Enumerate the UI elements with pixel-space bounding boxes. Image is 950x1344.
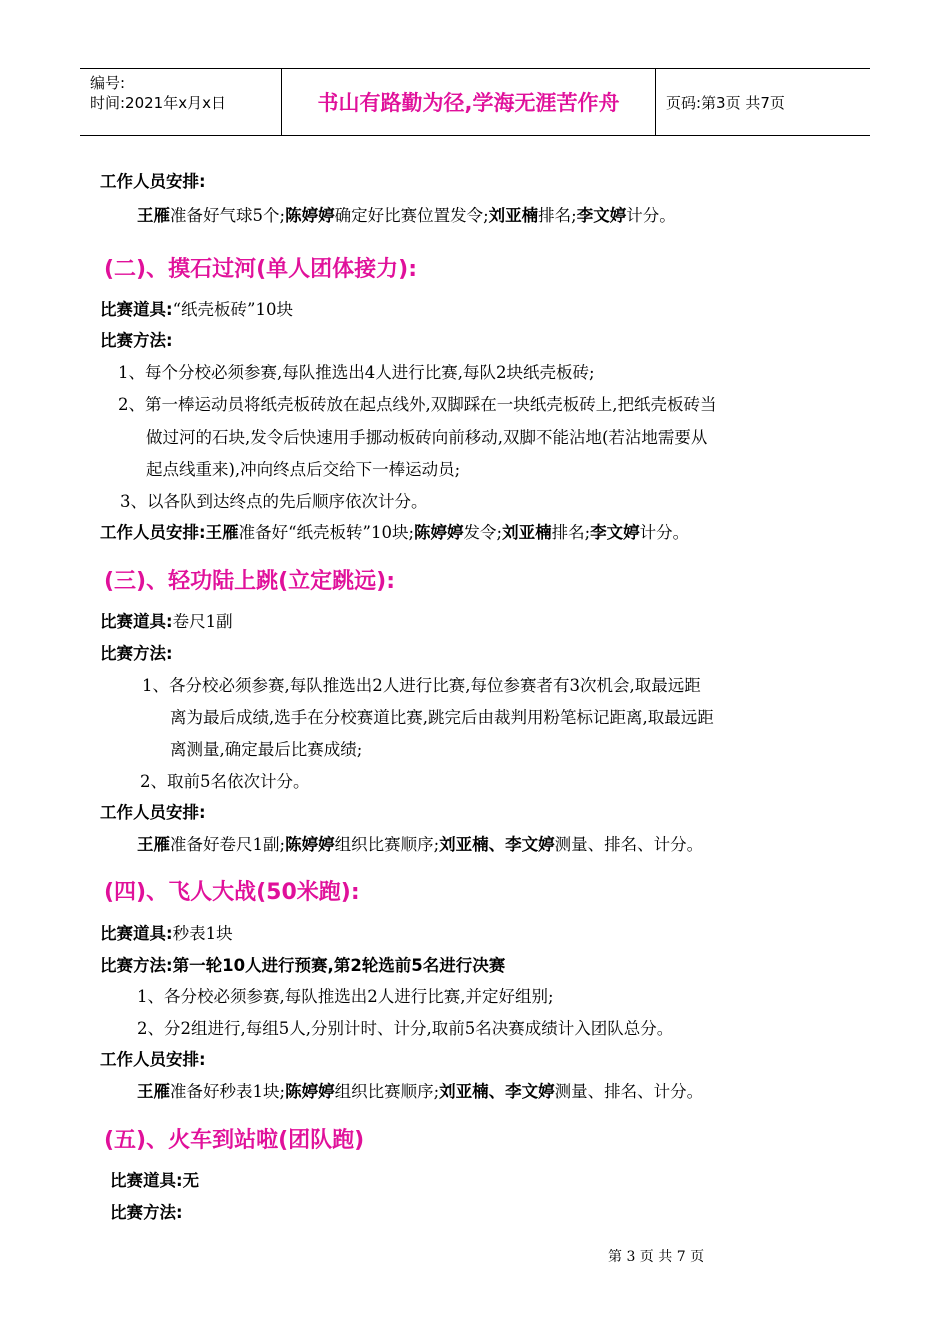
s3-method-label: 比赛方法: bbox=[100, 644, 173, 663]
props-value: “纸壳板砖”10块 bbox=[172, 300, 293, 319]
s4-staff-line bbox=[137, 1081, 703, 1103]
s1-staff-line bbox=[137, 205, 676, 227]
page-footer: 第 3 页 共 7 页 bbox=[608, 1249, 705, 1265]
s3-method-1a: 1、各分校必须参赛,每队推选出2人进行比赛,每位参赛者有3次机会,取最远距 bbox=[142, 676, 701, 695]
staff-task: 准备好“纸壳板转”10块; bbox=[238, 523, 415, 542]
s2-method-1: 1、每个分校必须参赛,每队推选出4人进行比赛,每队2块纸壳板砖; bbox=[118, 363, 595, 382]
props-label: 比赛道具: bbox=[100, 924, 173, 943]
staff-name: 李文婷 bbox=[576, 206, 627, 225]
s4-props bbox=[100, 923, 233, 945]
staff-name: 李文婷 bbox=[590, 523, 640, 542]
staff-name: 刘亚楠 bbox=[502, 523, 552, 542]
s3-method-1b: 离为最后成绩,选手在分校赛道比赛,跳完后由裁判用粉笔标记距离,取最远距 bbox=[170, 708, 714, 727]
staff-name: 陈婷婷 bbox=[285, 835, 335, 854]
s2-method-label: 比赛方法: bbox=[100, 331, 173, 350]
s1-staff-label: 工作人员安排: bbox=[100, 172, 206, 191]
s4-method-2: 2、分2组进行,每组5人,分别计时、计分,取前5名决赛成绩计入团队总分。 bbox=[137, 1019, 674, 1038]
s4-title: (四)、飞人大战(50米跑): bbox=[104, 880, 360, 905]
staff-label: 工作人员安排: bbox=[100, 523, 206, 542]
props-label: 比赛道具: bbox=[100, 612, 173, 631]
s4-method-label: 比赛方法:第一轮10人进行预赛,第2轮选前5名进行决赛 bbox=[100, 956, 506, 975]
header-page-info: 页码:第3页 共7页 bbox=[666, 93, 785, 112]
s2-method-2b: 做过河的石块,发令后快速用手挪动板砖向前移动,双脚不能沾地(若沾地需要从 bbox=[146, 428, 708, 447]
staff-task: 组织比赛顺序; bbox=[334, 1082, 440, 1101]
s2-method-2a: 2、第一棒运动员将纸壳板砖放在起点线外,双脚踩在一块纸壳板砖上,把纸壳板砖当 bbox=[118, 395, 717, 414]
staff-name: 王雁 bbox=[137, 835, 170, 854]
staff-task: 发令; bbox=[463, 523, 503, 542]
staff-name: 刘亚楠、李文婷 bbox=[439, 1082, 555, 1101]
header-left-cell bbox=[80, 69, 282, 135]
s2-staff-line bbox=[100, 522, 689, 544]
s4-method-1: 1、各分校必须参赛,每队推选出2人进行比赛,并定好组别; bbox=[137, 987, 554, 1006]
props-value: 卷尺1副 bbox=[172, 612, 233, 631]
staff-task: 排名; bbox=[551, 523, 591, 542]
s4-staff-label: 工作人员安排: bbox=[100, 1050, 206, 1069]
staff-task: 确定好比赛位置发令; bbox=[334, 206, 489, 225]
s2-props bbox=[100, 299, 293, 321]
s3-title: (三)、轻功陆上跳(立定跳远): bbox=[104, 569, 396, 594]
staff-task: 准备好气球5个; bbox=[170, 206, 286, 225]
staff-name: 陈婷婷 bbox=[414, 523, 464, 542]
page-header bbox=[80, 68, 870, 136]
staff-name: 刘亚楠、李文婷 bbox=[439, 835, 555, 854]
staff-task: 测量、排名、计分。 bbox=[554, 1082, 704, 1101]
staff-name: 王雁 bbox=[137, 206, 170, 225]
staff-task: 排名; bbox=[538, 206, 577, 225]
staff-name: 陈婷婷 bbox=[285, 206, 335, 225]
s2-title: (二)、摸石过河(单人团体接力): bbox=[104, 257, 418, 282]
s3-props bbox=[100, 611, 233, 633]
staff-task: 组织比赛顺序; bbox=[334, 835, 440, 854]
staff-task: 计分。 bbox=[626, 206, 676, 225]
s3-method-2: 2、取前5名依次计分。 bbox=[140, 772, 310, 791]
s2-method-2c: 起点线重来),冲向终点后交给下一棒运动员; bbox=[146, 460, 461, 479]
s5-method-label: 比赛方法: bbox=[110, 1203, 183, 1222]
staff-name: 陈婷婷 bbox=[285, 1082, 335, 1101]
s3-staff-label: 工作人员安排: bbox=[100, 803, 206, 822]
s3-staff-line bbox=[137, 834, 703, 856]
staff-task: 准备好秒表1块; bbox=[170, 1082, 286, 1101]
props-value: 秒表1块 bbox=[172, 924, 233, 943]
staff-task: 计分。 bbox=[639, 523, 690, 542]
staff-name: 王雁 bbox=[137, 1082, 170, 1101]
staff-task: 准备好卷尺1副; bbox=[170, 835, 286, 854]
staff-task: 测量、排名、计分。 bbox=[554, 835, 704, 854]
staff-name: 刘亚楠 bbox=[488, 206, 539, 225]
time-label: 时间:2021年x月x日 bbox=[90, 94, 226, 112]
staff-name: 王雁 bbox=[205, 523, 239, 542]
s5-title: (五)、火车到站啦(团队跑) bbox=[104, 1128, 365, 1153]
props-label: 比赛道具: bbox=[100, 300, 173, 319]
s5-props: 比赛道具:无 bbox=[110, 1171, 200, 1190]
s3-method-1c: 离测量,确定最后比赛成绩; bbox=[170, 740, 363, 759]
code-label: 编号: bbox=[90, 74, 126, 92]
header-motto: 书山有路勤为径,学海无涯苦作舟 bbox=[282, 69, 656, 135]
s2-method-3: 3、以各队到达终点的先后顺序依次计分。 bbox=[120, 492, 428, 511]
